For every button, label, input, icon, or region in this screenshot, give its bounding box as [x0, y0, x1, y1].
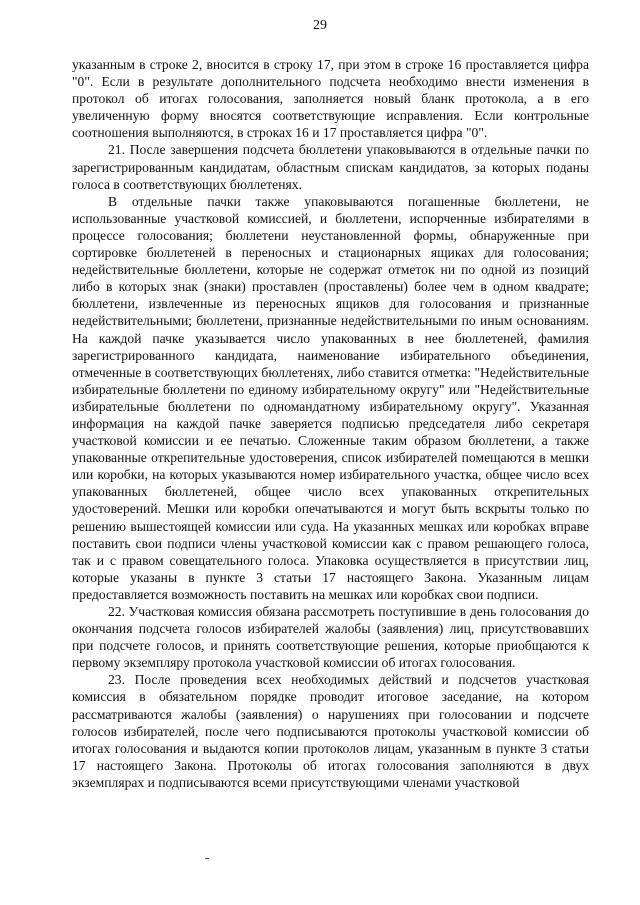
paragraph-packs: В отдельные пачки также упаковываются погашенные бюллетени, не использованные участковой комиссией, и бюллетени, испорченные избирателями в процессе голосования; бюллетени неустановленной формы, обнаруженные при сортировке бюллетеней в переносных и стационарных ящиках для голосования; недействительные бюллетени, которые не содержат отметок ни по одной из позиций либо в которых знак (знаки) проставлен (проставлены) более чем в одном квадрате; бюллетени, извлеченные из переносных ящиков для голосования и признанные недействительными; бюллетени, признанные недействительными по иным основаниям. На каждой пачке указывается число упакованных в нее бюллетеней, фамилия зарегистрированного кандидата, наименование избирательного объединения, отмеченные в соответствующих бюллетенях, либо ставится отметка: "Недействительные избирательные бюллетени по единому избирательному округу" или "Недействительные избирательные бюллетени по одномандатному избирательному округу". Указанная информация на каждой пачке заверяется подписью председателя либо секретаря участковой комиссии и ее печатью. Сложенные таким образом бюллетени, а также упакованные открепительные удостоверения, список избирателей помещаются в мешки или коробки, на которых указываются номер избирательного участка, общее число всех упакованных бюллетеней, общее число всех упакованных открепительных удостоверений. Мешки или коробки опечатываются и могут быть вскрыты только по решению вышестоящей комиссии или суда. На указанных мешках или коробках вправе поставить свои подписи члены участковой комиссии как с правом решающего голоса, так и с правом совещательного голоса. Упаковка осуществляется в присутствии лиц, которые указаны в пункте 3 статьи 17 настоящего Закона. Указанным лицам предоставляется возможность поставить на мешках или коробках свои подписи.	[72, 193, 589, 602]
page-number: 29	[313, 18, 327, 33]
scan-mark	[205, 858, 209, 859]
paragraph-item-23: 23. После проведения всех необходимых действий и подсчетов участковая комиссия в обязательном порядке проводит итоговое заседание, на котором рассматриваются жалобы (заявления) о нарушениях при голосовании и подсчете голосов избирателей, после чего подписываются протоколы участковой комиссии об итогах голосования и выдаются копии протоколов лицам, указанным в пункте 3 статьи 17 настоящего Закона. Протоколы об итогах голосования заполняются в двух экземплярах и подписываются всеми присутствующими членами участковой	[72, 672, 589, 790]
paragraph-item-21: 21. После завершения подсчета бюллетени упаковываются в отдельные пачки по зарегистрированным кандидатам, областным спискам кандидатов, за которых поданы голоса в соответствующих бюллетенях.	[72, 142, 589, 192]
paragraph-continuation: указанным в строке 2, вносится в строку 17, при этом в строке 16 проставляется цифра "0". Если в результате дополнительного подсчета необходимо внести изменения в протокол об итогах голосования, заполняется новый бланк протокола, а в его увеличенную форму вносятся соответствующие исправления. Если контрольные соотношения выполняются, в строках 16 и 17 проставляется цифра "0".	[72, 57, 589, 141]
document-body	[72, 56, 589, 791]
paragraph-item-22: 22. Участковая комиссия обязана рассмотреть поступившие в день голосования до окончания подсчета голосов избирателей жалобы (заявления) лиц, присутствовавших при подсчете голосов, и принять соответствующие решения, которые приобщаются к первому экземпляру протокола участковой комиссии об итогах голосования.	[72, 604, 589, 671]
